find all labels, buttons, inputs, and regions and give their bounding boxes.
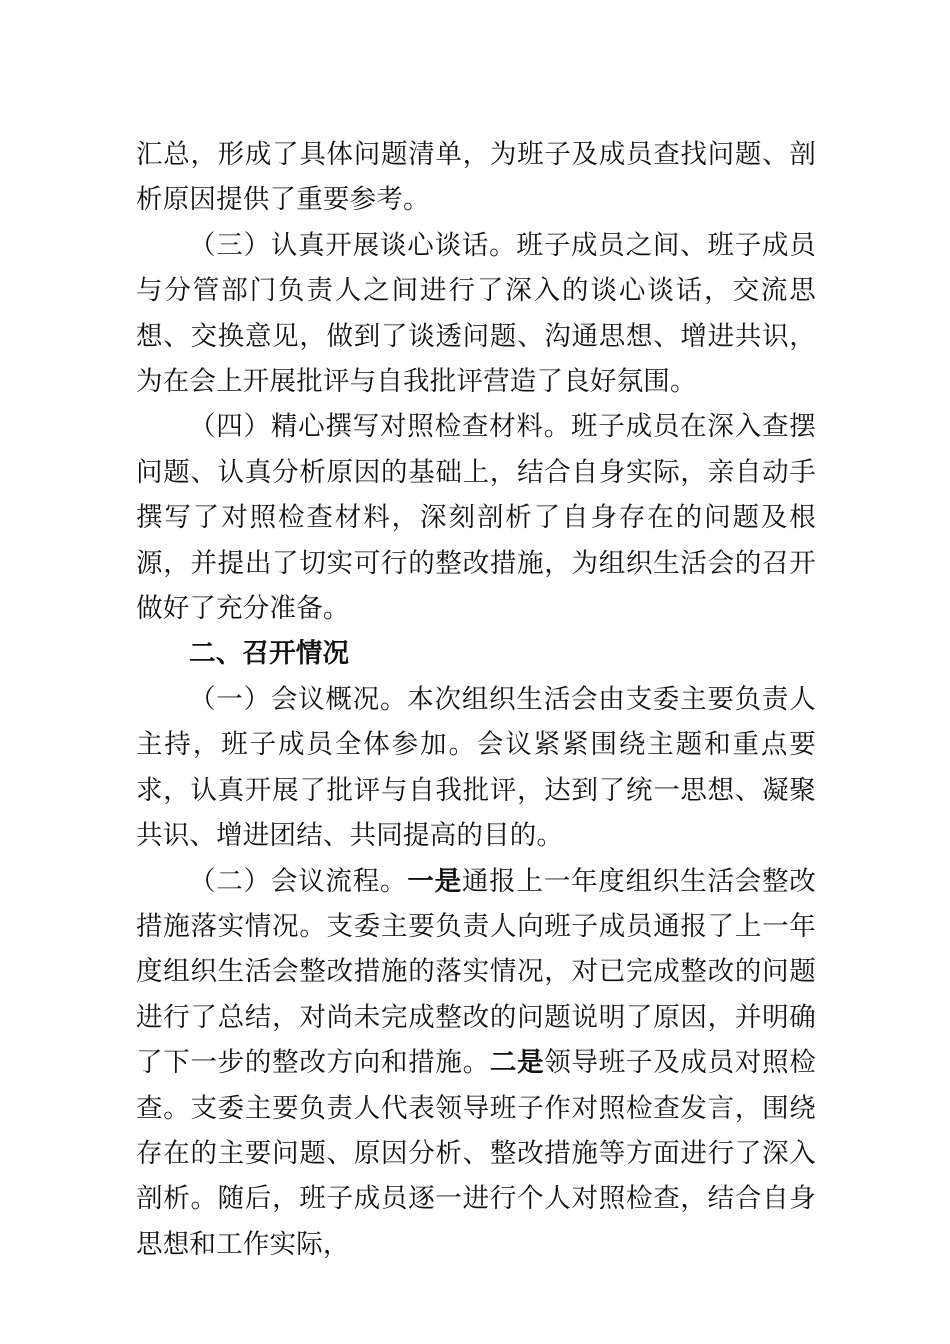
document-body [136, 132, 816, 1267]
first-item-marker: 一是 [407, 865, 462, 897]
section-heading-meeting-situation: 二、召开情况 [189, 638, 350, 670]
paragraph-meeting-process [136, 859, 816, 1268]
first-item-text: 通报上一年度组织生活会整改措施落实情况。支委主要负责人向班子成员通报了上一年度组织生活会整改措施的落实情况，对已完成整改的问题进行了总结，对尚未完成整改的问题说明了原因，并明确了下一步的整改方向和措施。 [136, 865, 816, 1079]
paragraph-summary-continuation: 汇总，形成了具体问题清单，为班子及成员查找问题、剖析原因提供了重要参考。 [136, 139, 816, 216]
paragraph-meeting-overview: （一）会议概况。本次组织生活会由支委主要负责人主持，班子成员全体参加。会议紧紧围绕主题和重点要求，认真开展了批评与自我批评，达到了统一思想、凝聚共识、增进团结、共同提高的目的。 [136, 683, 816, 852]
paragraph-heart-to-heart-talks: （三）认真开展谈心谈话。班子成员之间、班子成员与分管部门负责人之间进行了深入的谈心谈话，交流思想、交换意见，做到了谈透问题、沟通思想、增进共识，为在会上开展批评与自我批评营造了良好氛围。 [136, 229, 816, 398]
second-item-text: 领导班子及成员对照检查。支委主要负责人代表领导班子作对照检查发言，围绕存在的主要问题、原因分析、整改措施等方面进行了深入剖析。随后，班子成员逐一进行个人对照检查，结合自身思想和工作实际， [136, 1047, 817, 1260]
paragraph-self-examination-materials: （四）精心撰写对照检查材料。班子成员在深入查摆问题、认真分析原因的基础上，结合自身实际，亲自动手撰写了对照检查材料，深刻剖析了自身存在的问题及根源，并提出了切实可行的整改措施，为组织生活会的召开做好了充分准备。 [136, 411, 816, 625]
meeting-process-prefix: （二）会议流程。 [189, 865, 408, 897]
second-item-marker: 二是 [489, 1047, 545, 1079]
